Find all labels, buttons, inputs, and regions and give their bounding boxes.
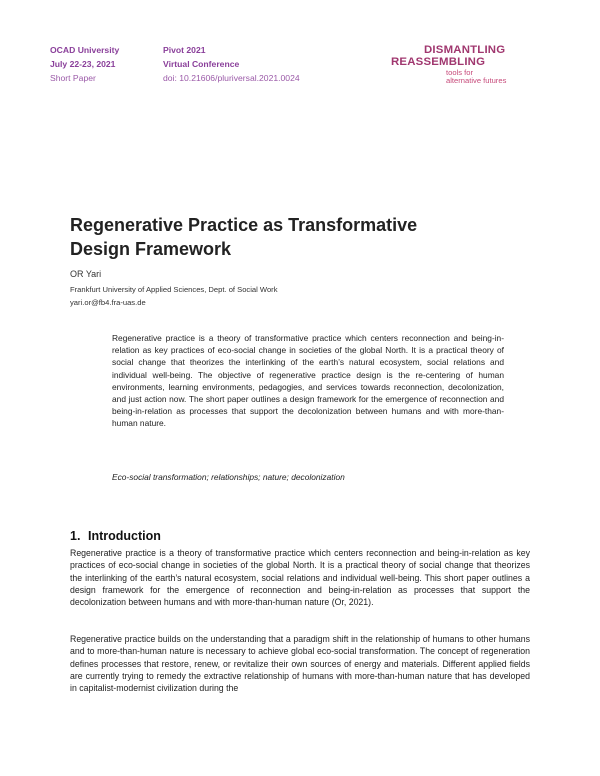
intro-paragraph-1: Regenerative practice is a theory of transformative practice which centers reconnection and being-in-relation as key practices of eco-social change in societies of the global North. It is a practical theory of social change that theorizes the interlinking of the earth’s natural ecosystem, social relations and individual well-being. This short paper outlines a design framework for the emergence of reconnection and being-in-relation as processes that support the decolonization between humans and with more-than-human nature (Or, 2021). [70, 548, 530, 608]
section-number: 1. [70, 529, 81, 543]
intro-paragraph-2: Regenerative practice builds on the understanding that a paradigm shift in the relationship of humans to other humans and to more-than-human nature is necessary to achieve global eco-social transformation. The concept of regeneration defines processes that restore, renew, or revitalize their own sources of energy and materials. Different applied fields are currently trying to remedy the extractive relationship of humans with more-than-human nature that has developed in capitalist-modernist civilization during the [70, 634, 530, 694]
header-institution: OCAD University [50, 45, 120, 55]
logo-tagline [446, 69, 506, 85]
logo-line-reassembling: REASSEMBLING [391, 56, 486, 68]
header-format: Virtual Conference [163, 59, 240, 69]
header-dates: July 22-23, 2021 [50, 59, 116, 69]
header-middle-block [163, 43, 300, 85]
abstract: Regenerative practice is a theory of transformative practice which centers reconnection and being-in-relation as key practices of eco-social change in societies of the global North. It is a practical theory of social change that theorizes the interlinking of the earth’s natural ecosystem, social relations and individual well-being. The objective of regenerative practice design is the re-centering of human environments, learning environments, pedagogies, and services towards reconnection, decolonization, and just action now. The short paper outlines a design framework for the emergence of reconnection and being-in-relation as processes that support the decolonization between humans and with more-than-human nature. [112, 333, 504, 429]
author-name: OR Yari [70, 269, 102, 279]
header-left-block [50, 43, 119, 85]
logo-line-dismantling: DISMANTLING [424, 44, 506, 56]
paper-title-line-2: Design Framework [70, 239, 232, 259]
author-affiliation: Frankfurt University of Applied Sciences, Dept. of Social Work [70, 285, 278, 294]
keywords: Eco-social transformation; relationships; nature; decolonization [112, 472, 345, 482]
paper-title-line-1: Regenerative Practice as Transformative [70, 215, 418, 235]
section-title: Introduction [88, 529, 161, 543]
author-email: yari.or@fb4.fra-uas.de [70, 298, 146, 307]
header-doi: doi: 10.21606/pluriversal.2021.0024 [163, 73, 300, 83]
logo-tagline-2: alternative futures [446, 76, 507, 85]
conference-logo [391, 44, 511, 92]
logo-tagline-1: tools for [446, 68, 474, 77]
header-paper-type: Short Paper [50, 73, 96, 83]
header-conference: Pivot 2021 [163, 45, 206, 55]
section-heading-introduction [70, 529, 161, 543]
paper-title [70, 213, 470, 261]
